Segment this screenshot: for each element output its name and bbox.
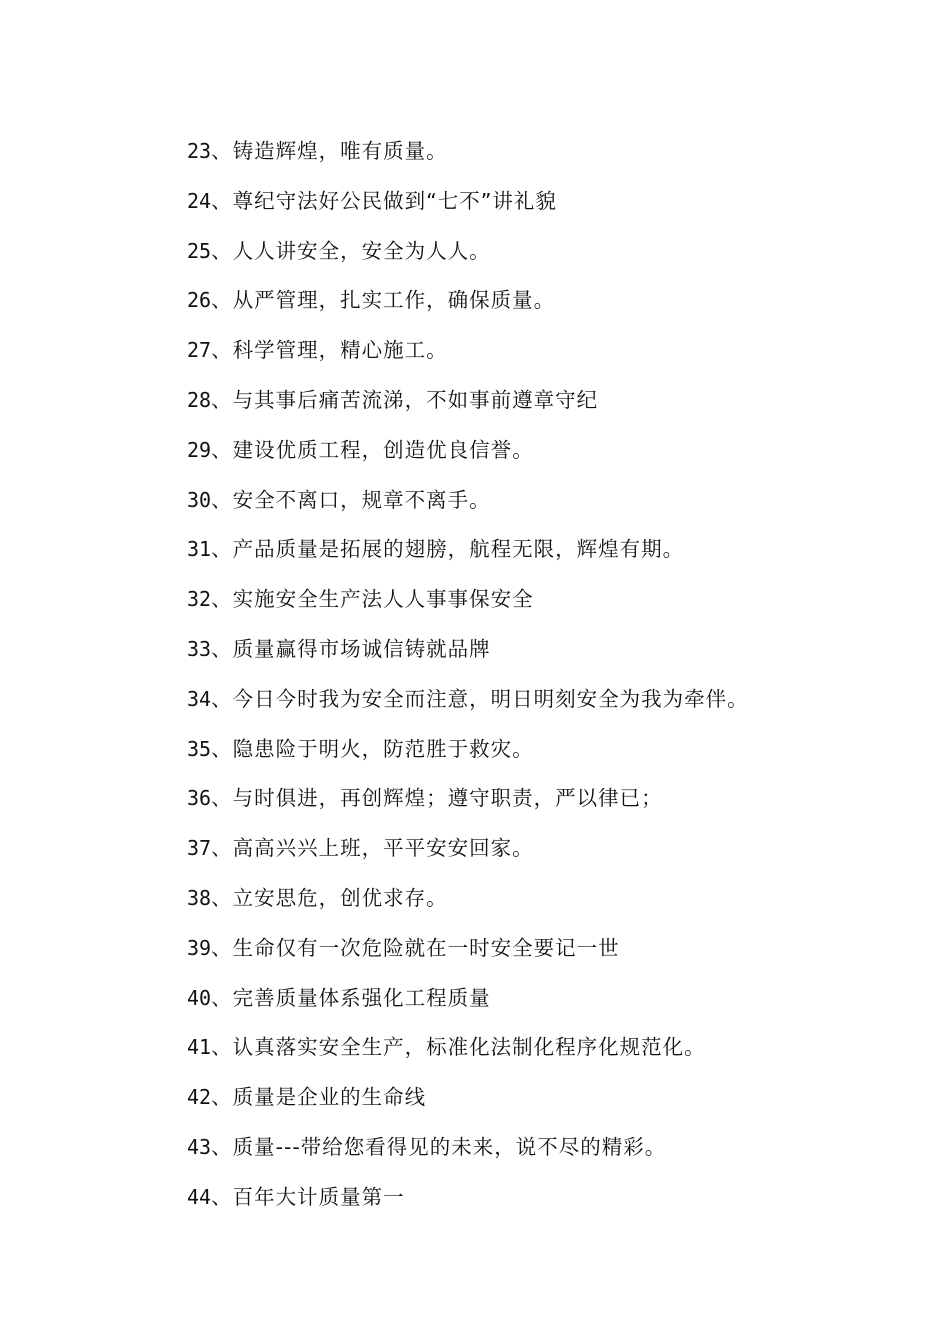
item-number: 36 — [187, 786, 212, 811]
item-text: 、认真落实安全生产，标准化法制化程序化规范化。 — [211, 1035, 706, 1060]
item-number: 37 — [187, 836, 212, 861]
item-text: 、与时俱进，再创辉煌；遵守职责，严以律已； — [211, 786, 663, 811]
list-item — [187, 981, 890, 1031]
item-text: 、隐患险于明火，防范胜于救灾。 — [211, 736, 534, 761]
item-text: 、实施安全生产法人人事事保安全 — [211, 587, 534, 612]
item-number: 23 — [187, 139, 212, 163]
list-item — [187, 781, 890, 831]
list-item — [187, 732, 890, 782]
item-number: 28 — [187, 387, 212, 412]
item-text: 、质量赢得市场诚信铸就品牌 — [211, 636, 491, 661]
item-text: 、高高兴兴上班，平平安安回家。 — [211, 836, 534, 861]
item-number: 27 — [187, 338, 212, 363]
list-item — [187, 234, 890, 284]
list-item — [187, 931, 890, 981]
item-number: 30 — [187, 487, 212, 512]
item-text: 、建设优质工程，创造优良信誉。 — [211, 437, 534, 462]
item-text: 、百年大计质量第一 — [211, 1184, 405, 1209]
list-item — [187, 881, 890, 931]
item-number: 26 — [187, 288, 212, 313]
item-number: 43 — [187, 1134, 212, 1159]
list-item — [187, 283, 890, 333]
item-text: 、铸造辉煌，唯有质量。 — [211, 139, 448, 163]
item-number: 44 — [187, 1184, 212, 1209]
list-item — [187, 433, 890, 483]
list-item — [187, 483, 890, 533]
item-text: 、质量---带给您看得见的未来，说不尽的精彩。 — [211, 1134, 667, 1159]
item-number: 42 — [187, 1085, 212, 1110]
item-text: 、尊纪守法好公民做到“七不”讲礼貌 — [211, 188, 557, 213]
item-number: 32 — [187, 587, 212, 612]
item-text: 、与其事后痛苦流涕，不如事前遵章守纪 — [211, 387, 599, 412]
item-number: 38 — [187, 885, 212, 910]
item-text: 、完善质量体系强化工程质量 — [211, 985, 491, 1010]
item-text: 、立安思危，创优求存。 — [211, 885, 448, 910]
item-text: 、产品质量是拓展的翅膀，航程无限，辉煌有期。 — [211, 537, 685, 562]
item-text: 、生命仅有一次危险就在一时安全要记一世 — [211, 935, 620, 960]
item-text: 、安全不离口，规章不离手。 — [211, 487, 491, 512]
item-text: 、科学管理，精心施工。 — [211, 338, 448, 363]
list-item — [187, 134, 890, 184]
item-number: 41 — [187, 1035, 212, 1060]
list-item — [187, 831, 890, 881]
list-item — [187, 333, 890, 383]
item-number: 31 — [187, 537, 212, 562]
item-number: 34 — [187, 686, 212, 711]
item-number: 35 — [187, 736, 212, 761]
item-number: 40 — [187, 985, 212, 1010]
item-text: 、人人讲安全，安全为人人。 — [211, 238, 491, 263]
item-number: 24 — [187, 188, 212, 213]
item-number: 25 — [187, 238, 212, 263]
list-item — [187, 532, 890, 582]
list-item — [187, 682, 890, 732]
list-item — [187, 1030, 890, 1080]
list-item — [187, 582, 890, 632]
list-item — [187, 1130, 890, 1180]
item-number: 33 — [187, 636, 212, 661]
list-item — [187, 632, 890, 682]
list-item — [187, 184, 890, 234]
slogan-list — [187, 134, 890, 1230]
list-item — [187, 383, 890, 433]
item-text: 、从严管理，扎实工作，确保质量。 — [211, 288, 556, 313]
item-number: 39 — [187, 935, 212, 960]
list-item — [187, 1080, 890, 1130]
item-text: 、今日今时我为安全而注意，明日明刻安全为我为牵伴。 — [211, 686, 749, 711]
list-item — [187, 1180, 890, 1230]
item-text: 、质量是企业的生命线 — [211, 1085, 427, 1110]
item-number: 29 — [187, 437, 212, 462]
